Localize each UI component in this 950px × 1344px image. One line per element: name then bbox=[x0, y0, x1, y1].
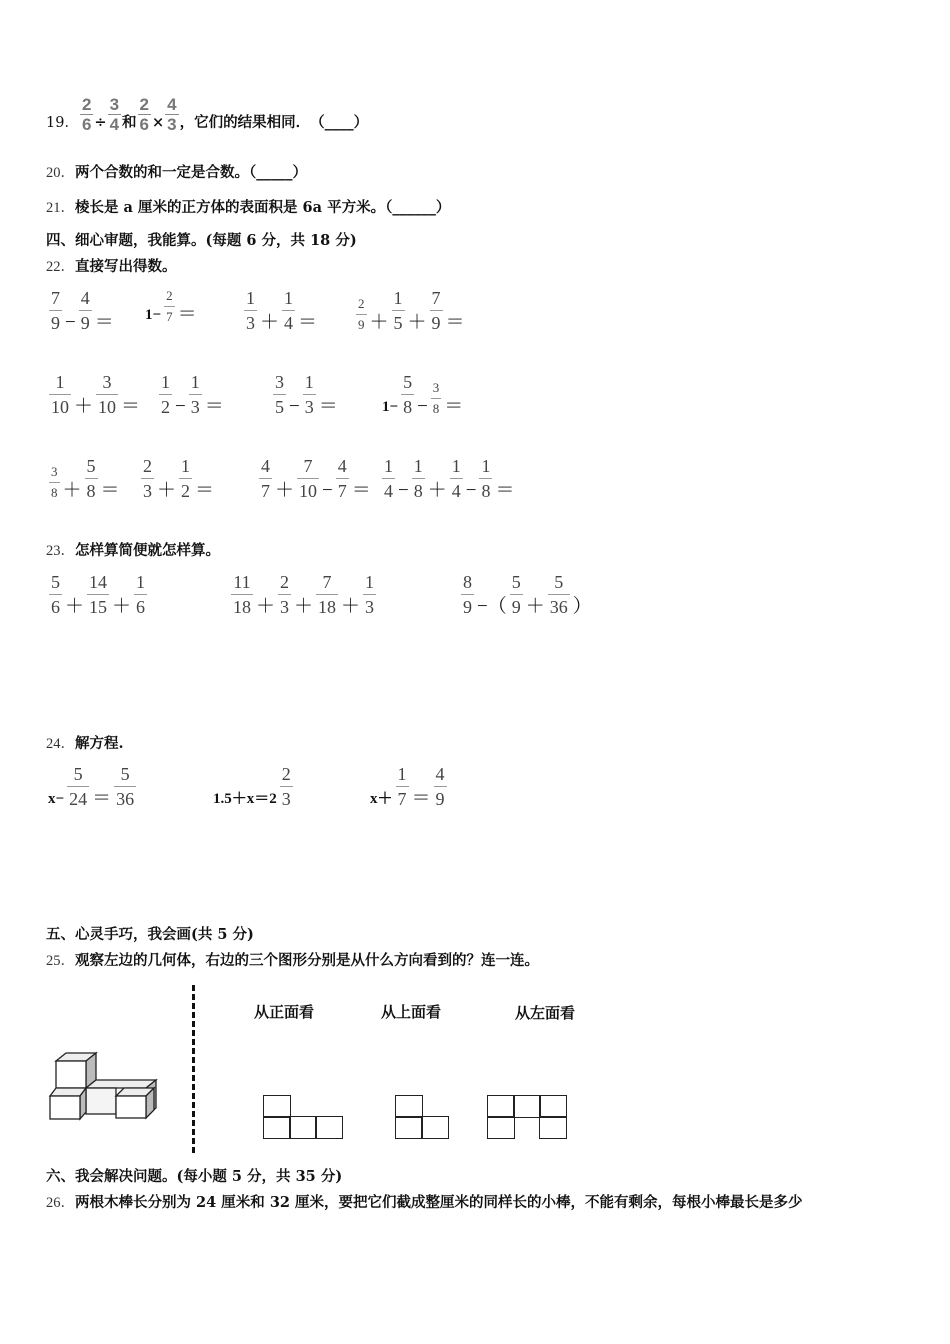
operator: − bbox=[417, 396, 428, 417]
numerator: 7 bbox=[51, 288, 60, 308]
math-expression bbox=[230, 572, 377, 617]
numerator: 5 bbox=[86, 456, 96, 476]
denominator: 3 bbox=[280, 597, 290, 617]
fraction-bar bbox=[392, 310, 405, 311]
question-19 bbox=[46, 96, 368, 133]
math-expression bbox=[48, 288, 116, 333]
numerator: 5 bbox=[73, 764, 83, 784]
fraction bbox=[510, 572, 523, 617]
fraction bbox=[392, 288, 405, 333]
math-expression bbox=[48, 372, 142, 417]
denominator: 8 bbox=[413, 481, 423, 501]
denominator: 3 bbox=[190, 397, 200, 417]
denominator: 3 bbox=[365, 597, 375, 617]
numerator: 2 bbox=[280, 572, 290, 592]
operator: ＝ bbox=[411, 788, 431, 809]
fraction bbox=[297, 456, 319, 501]
fraction-bar bbox=[280, 786, 293, 787]
denominator: 8 bbox=[432, 401, 440, 416]
operator: ＝ bbox=[204, 396, 224, 417]
numerator: 4 bbox=[337, 456, 347, 476]
operator: − bbox=[465, 480, 477, 501]
denominator: 8 bbox=[403, 397, 413, 417]
fraction bbox=[134, 572, 147, 617]
fraction bbox=[49, 572, 62, 617]
math-expression bbox=[258, 456, 373, 501]
denominator: 4 bbox=[451, 481, 461, 501]
denominator: 6 bbox=[51, 597, 60, 617]
numerator: 7 bbox=[431, 288, 441, 308]
fraction bbox=[96, 372, 118, 417]
numerator: 4 bbox=[80, 288, 90, 308]
operator: − bbox=[175, 396, 186, 417]
fraction-bar bbox=[356, 314, 367, 315]
denominator: 4 bbox=[109, 115, 120, 134]
fraction bbox=[356, 296, 367, 333]
denominator: 15 bbox=[89, 597, 108, 617]
fraction bbox=[412, 456, 425, 501]
cube-solid-figure bbox=[46, 1048, 171, 1124]
numerator: 2 bbox=[358, 296, 365, 311]
fraction-bar bbox=[282, 310, 295, 311]
operator: x− bbox=[48, 791, 65, 807]
fraction-bar bbox=[430, 310, 443, 311]
operator: ＝ bbox=[92, 788, 112, 809]
fraction bbox=[434, 764, 447, 809]
fraction bbox=[282, 288, 295, 333]
operator: ＋ bbox=[407, 312, 427, 333]
fraction-bar bbox=[316, 594, 338, 595]
fraction bbox=[159, 372, 172, 417]
numerator: 1 bbox=[181, 456, 191, 476]
denominator: 7 bbox=[261, 481, 270, 501]
fraction bbox=[259, 456, 272, 501]
question-text: 两根木棒长分别为 24 厘米和 32 厘米，要把它们截成整厘米的同样长的小棒，不能有剩余，每根小棒最长是多少 bbox=[75, 1194, 803, 1211]
fraction-bar bbox=[259, 478, 272, 479]
question-text: 直接写出得数。 bbox=[75, 258, 177, 275]
denominator: 9 bbox=[435, 789, 445, 809]
view-label-front: 从正面看 bbox=[254, 1003, 315, 1021]
question-21 bbox=[46, 196, 450, 217]
fraction bbox=[165, 96, 178, 133]
numerator: 1 bbox=[190, 372, 200, 392]
math-expression bbox=[48, 456, 122, 501]
divider-dashed-line bbox=[192, 985, 195, 1153]
fraction bbox=[79, 288, 92, 333]
fraction-bar bbox=[49, 482, 60, 483]
fraction bbox=[430, 288, 443, 333]
fraction bbox=[49, 464, 60, 501]
fraction-bar bbox=[49, 394, 71, 395]
fraction-bar bbox=[141, 478, 154, 479]
fraction-bar bbox=[179, 478, 192, 479]
numerator: 5 bbox=[554, 572, 564, 592]
operator: ＝ bbox=[195, 480, 215, 501]
question-26 bbox=[46, 1191, 803, 1212]
math-expression bbox=[381, 456, 516, 501]
fraction-bar bbox=[49, 594, 62, 595]
question-number: 21． bbox=[46, 200, 75, 216]
denominator: 4 bbox=[284, 313, 294, 333]
fraction-bar bbox=[87, 594, 109, 595]
math-expression bbox=[355, 288, 467, 333]
fraction-bar bbox=[382, 478, 395, 479]
numerator: 14 bbox=[89, 572, 108, 592]
numerator: 1 bbox=[451, 456, 461, 476]
numerator: 1 bbox=[384, 456, 393, 476]
fraction-bar bbox=[363, 594, 376, 595]
denominator: 18 bbox=[318, 597, 337, 617]
operator: 1− bbox=[382, 399, 399, 415]
numerator: 1 bbox=[246, 288, 255, 308]
numerator: 3 bbox=[51, 464, 58, 479]
fraction bbox=[164, 288, 175, 325]
fraction-bar bbox=[401, 394, 414, 395]
fraction-bar bbox=[336, 478, 349, 479]
denominator: 24 bbox=[69, 789, 88, 809]
numerator: 2 bbox=[166, 288, 173, 303]
numerator: 2 bbox=[143, 456, 152, 476]
fraction bbox=[431, 380, 442, 417]
fraction bbox=[189, 372, 202, 417]
numerator: 5 bbox=[511, 572, 521, 592]
fraction bbox=[114, 764, 136, 809]
fraction-bar bbox=[159, 394, 172, 395]
fraction bbox=[336, 456, 349, 501]
numerator: 1 bbox=[397, 764, 407, 784]
operator: ） bbox=[572, 596, 592, 617]
denominator: 5 bbox=[275, 397, 284, 417]
question-text: 解方程. bbox=[75, 735, 124, 752]
fraction bbox=[548, 572, 570, 617]
numerator: 8 bbox=[463, 572, 472, 592]
fraction bbox=[450, 456, 463, 501]
operator: − bbox=[322, 480, 333, 501]
view-label-top: 从上面看 bbox=[381, 1003, 442, 1021]
fraction bbox=[179, 456, 192, 501]
numerator: 5 bbox=[51, 572, 60, 592]
question-text: 棱长是 a 厘米的正方体的表面积是 6a 平方米。（______） bbox=[75, 199, 451, 216]
denominator: 36 bbox=[116, 789, 135, 809]
denominator: 2 bbox=[161, 397, 170, 417]
operator: 1− bbox=[145, 307, 162, 323]
operator: ＝ bbox=[495, 480, 515, 501]
denominator: 3 bbox=[167, 115, 177, 134]
fraction bbox=[396, 764, 409, 809]
numerator: 2 bbox=[139, 95, 150, 114]
fraction-bar bbox=[548, 594, 570, 595]
operator: ＋ bbox=[157, 480, 177, 501]
denominator: 3 bbox=[281, 789, 291, 809]
fraction-bar bbox=[303, 394, 316, 395]
fraction-bar bbox=[231, 594, 253, 595]
denominator: 6 bbox=[136, 597, 146, 617]
denominator: 5 bbox=[393, 313, 403, 333]
numerator: 7 bbox=[322, 572, 332, 592]
fraction bbox=[85, 456, 98, 501]
numerator: 3 bbox=[109, 95, 120, 114]
operator: × bbox=[152, 114, 165, 131]
denominator: 18 bbox=[233, 597, 251, 617]
denominator: 10 bbox=[98, 397, 117, 417]
fraction bbox=[87, 572, 109, 617]
numerator: 1 bbox=[161, 372, 170, 392]
math-expression bbox=[48, 572, 148, 617]
fraction-bar bbox=[510, 594, 523, 595]
section-5-heading: 五、心灵手巧，我会画(共 5 分) bbox=[46, 926, 254, 943]
question-number: 25． bbox=[46, 953, 75, 969]
numerator: 5 bbox=[403, 372, 413, 392]
math-expression bbox=[272, 372, 340, 417]
question-text: 观察左边的几何体，右边的三个图形分别是从什么方向看到的？连一连。 bbox=[75, 952, 539, 969]
question-22 bbox=[46, 255, 177, 276]
question-text: 怎样算简便就怎样算。 bbox=[75, 542, 220, 559]
numerator: 1 bbox=[304, 372, 314, 392]
fraction-bar bbox=[434, 786, 447, 787]
math-expression bbox=[158, 372, 226, 417]
denominator: 7 bbox=[166, 309, 173, 324]
fraction bbox=[401, 372, 414, 417]
numerator: 1 bbox=[365, 572, 375, 592]
operator: −（ bbox=[477, 596, 507, 617]
numerator: 1 bbox=[55, 372, 65, 392]
fraction-bar bbox=[431, 398, 442, 399]
numerator: 4 bbox=[261, 456, 270, 476]
question-text: 两个合数的和一定是合数。（_____） bbox=[75, 164, 307, 181]
numerator: 2 bbox=[81, 95, 92, 114]
fraction-bar bbox=[49, 310, 62, 311]
denominator: 6 bbox=[81, 115, 92, 134]
fraction bbox=[138, 96, 151, 133]
fraction bbox=[316, 572, 338, 617]
math-expression bbox=[46, 764, 137, 809]
operator: x＋ bbox=[370, 791, 393, 807]
operator: ＋ bbox=[256, 596, 276, 617]
fraction bbox=[278, 572, 291, 617]
denominator: 10 bbox=[299, 481, 318, 501]
fraction-bar bbox=[96, 394, 118, 395]
denominator: 8 bbox=[481, 481, 491, 501]
fraction-bar bbox=[79, 310, 92, 311]
math-expression bbox=[243, 288, 319, 333]
fraction bbox=[461, 572, 474, 617]
math-expression bbox=[460, 572, 594, 617]
denominator: 9 bbox=[431, 313, 441, 333]
section-6-heading: 六、我会解决问题。(每小题 5 分，共 35 分) bbox=[46, 1168, 343, 1185]
fraction-bar bbox=[67, 786, 89, 787]
numerator: 1 bbox=[284, 288, 294, 308]
numerator: 3 bbox=[432, 380, 440, 395]
math-expression bbox=[380, 372, 465, 417]
operator: − bbox=[65, 312, 76, 333]
question-number: 22． bbox=[46, 259, 75, 275]
numerator: 7 bbox=[303, 456, 313, 476]
fraction-bar bbox=[461, 594, 474, 595]
denominator: 10 bbox=[51, 397, 69, 417]
operator: ＋ bbox=[74, 396, 94, 417]
fraction-bar bbox=[85, 478, 98, 479]
math-expression bbox=[143, 288, 199, 325]
fraction-bar bbox=[114, 786, 136, 787]
fraction bbox=[273, 372, 286, 417]
denominator: 9 bbox=[51, 313, 60, 333]
fraction bbox=[231, 572, 253, 617]
question-20 bbox=[46, 161, 307, 182]
numerator: 1 bbox=[413, 456, 423, 476]
denominator: 7 bbox=[337, 481, 347, 501]
operator: ＋ bbox=[275, 480, 295, 501]
operator: ＋ bbox=[341, 596, 361, 617]
question-number: 26． bbox=[46, 1195, 75, 1211]
fraction bbox=[67, 764, 89, 809]
operator: ＝ bbox=[177, 304, 197, 325]
operator: ＋ bbox=[294, 596, 314, 617]
fraction bbox=[108, 96, 121, 133]
question-24 bbox=[46, 732, 124, 753]
numerator: 2 bbox=[281, 764, 291, 784]
fraction-bar bbox=[396, 786, 409, 787]
operator: 1.5＋x＝2 bbox=[213, 791, 277, 807]
denominator: 3 bbox=[246, 313, 255, 333]
operator: ＋ bbox=[369, 312, 389, 333]
operator: ＝ bbox=[121, 396, 141, 417]
fraction bbox=[49, 288, 62, 333]
conjunction: 和 bbox=[122, 114, 137, 131]
fraction-bar bbox=[278, 594, 291, 595]
operator: ＝ bbox=[318, 396, 338, 417]
operator: ＝ bbox=[351, 480, 371, 501]
fraction bbox=[363, 572, 376, 617]
fraction-bar bbox=[134, 594, 147, 595]
operator: ＝ bbox=[298, 312, 318, 333]
question-23 bbox=[46, 539, 220, 560]
operator: ＋ bbox=[62, 480, 82, 501]
math-expression bbox=[368, 764, 448, 809]
question-number: 20． bbox=[46, 165, 75, 181]
fraction bbox=[382, 456, 395, 501]
fraction-bar bbox=[450, 478, 463, 479]
fraction bbox=[49, 372, 71, 417]
fraction-bar bbox=[164, 306, 175, 307]
denominator: 9 bbox=[511, 597, 521, 617]
math-expression bbox=[211, 764, 294, 809]
denominator: 4 bbox=[384, 481, 393, 501]
numerator: 3 bbox=[275, 372, 284, 392]
section-4-heading: 四、细心审题，我能算。(每题 6 分，共 18 分) bbox=[46, 232, 357, 249]
numerator: 3 bbox=[102, 372, 112, 392]
operator: ＝ bbox=[445, 312, 465, 333]
operator: − bbox=[289, 396, 300, 417]
numerator: 1 bbox=[481, 456, 491, 476]
fraction bbox=[303, 372, 316, 417]
numerator: 1 bbox=[136, 572, 146, 592]
denominator: 6 bbox=[139, 115, 150, 134]
operator: ＝ bbox=[100, 480, 120, 501]
denominator: 7 bbox=[397, 789, 407, 809]
denominator: 8 bbox=[86, 481, 96, 501]
question-25 bbox=[46, 949, 539, 970]
fraction-bar bbox=[273, 394, 286, 395]
operator: ＋ bbox=[525, 596, 545, 617]
fraction bbox=[80, 96, 93, 133]
fraction-bar bbox=[412, 478, 425, 479]
operator: ＋ bbox=[427, 480, 447, 501]
denominator: 9 bbox=[358, 317, 365, 332]
denominator: 2 bbox=[181, 481, 191, 501]
numerator: 5 bbox=[120, 764, 130, 784]
operator: ＋ bbox=[65, 596, 85, 617]
fraction bbox=[479, 456, 492, 501]
operator: ÷ bbox=[94, 114, 107, 131]
denominator: 8 bbox=[51, 485, 58, 500]
operator: ＝ bbox=[94, 312, 114, 333]
question-number: 24． bbox=[46, 736, 75, 752]
question-number: 23． bbox=[46, 543, 75, 559]
operator: ＋ bbox=[112, 596, 132, 617]
denominator: 9 bbox=[80, 313, 90, 333]
denominator: 9 bbox=[463, 597, 472, 617]
fraction-bar bbox=[479, 478, 492, 479]
fraction-bar bbox=[297, 478, 319, 479]
question-text: ，它们的结果相同． （____） bbox=[179, 114, 369, 131]
numerator: 4 bbox=[167, 95, 177, 114]
numerator: 4 bbox=[435, 764, 445, 784]
fraction-bar bbox=[189, 394, 202, 395]
denominator: 3 bbox=[143, 481, 152, 501]
denominator: 36 bbox=[549, 597, 568, 617]
fraction bbox=[244, 288, 257, 333]
numerator: 11 bbox=[233, 572, 251, 592]
question-number: 19． bbox=[46, 115, 79, 131]
operator: ＋ bbox=[260, 312, 280, 333]
operator: − bbox=[398, 480, 409, 501]
view-label-left: 从左面看 bbox=[515, 1004, 576, 1022]
math-expression bbox=[140, 456, 216, 501]
fraction bbox=[280, 764, 293, 809]
fraction bbox=[141, 456, 154, 501]
numerator: 1 bbox=[393, 288, 403, 308]
fraction-bar bbox=[244, 310, 257, 311]
denominator: 3 bbox=[304, 397, 314, 417]
operator: ＝ bbox=[444, 396, 464, 417]
